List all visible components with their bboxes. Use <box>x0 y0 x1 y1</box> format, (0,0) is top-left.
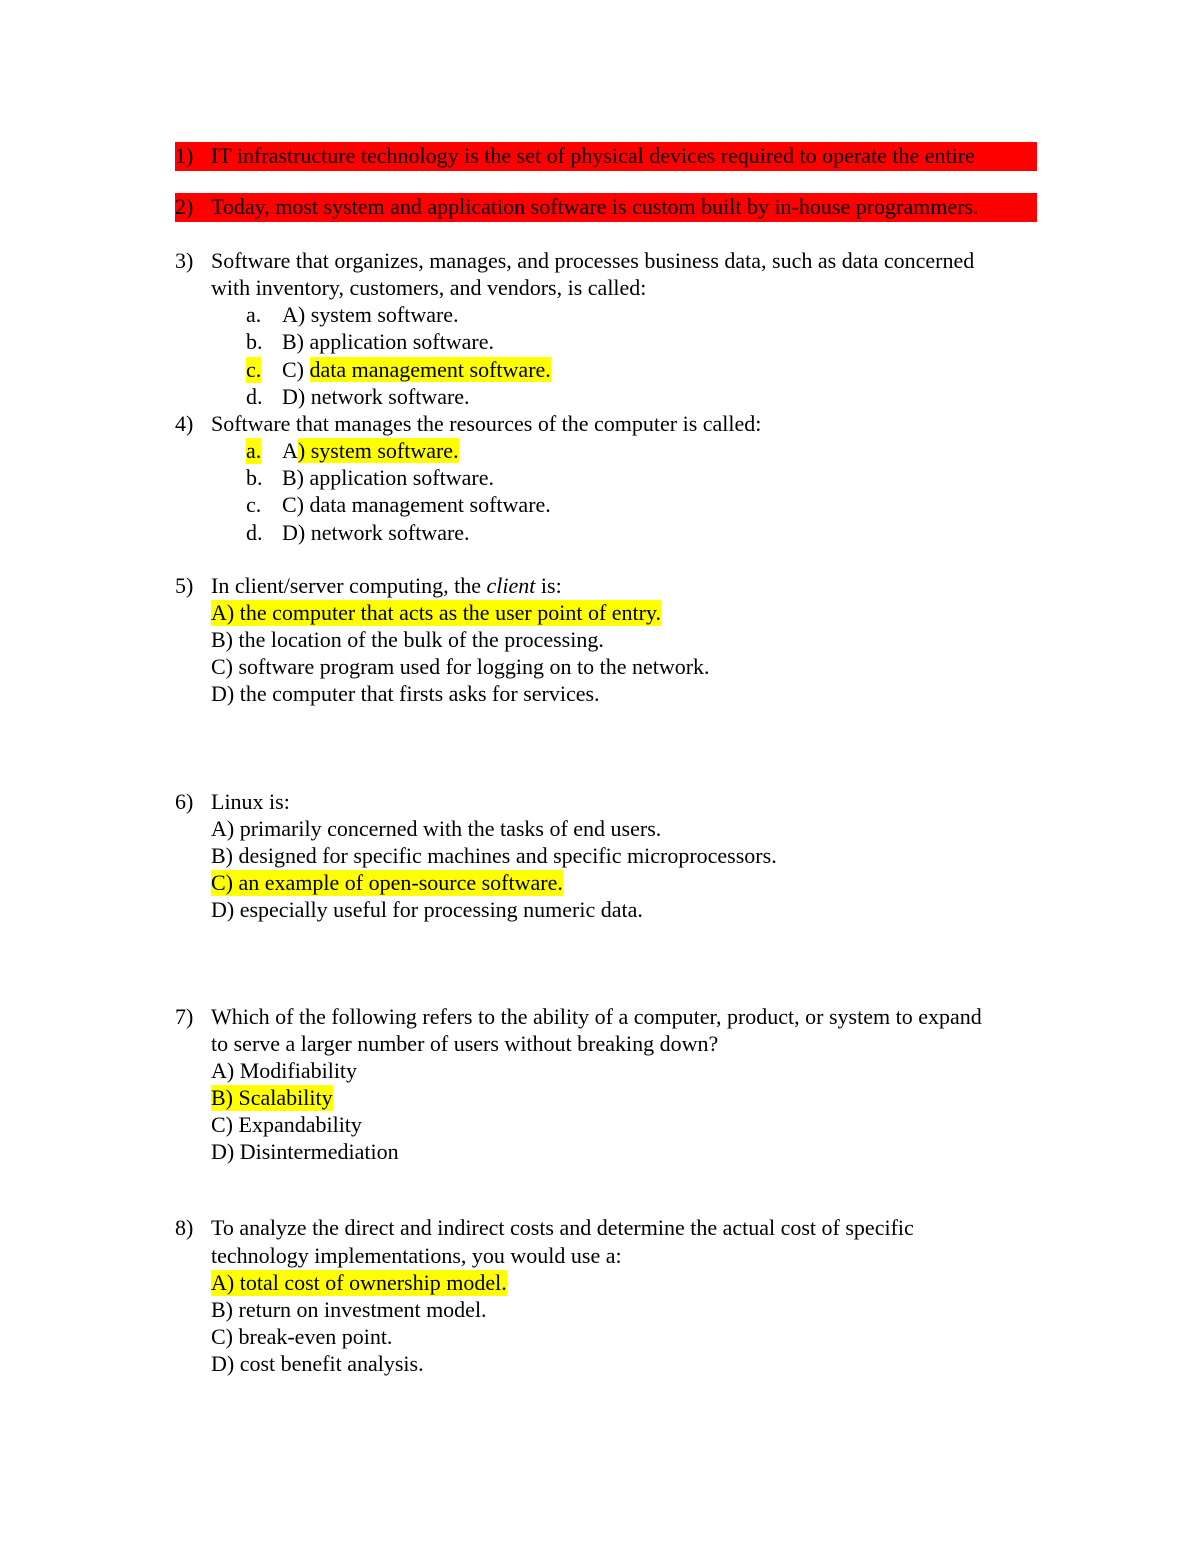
question-number: 2) <box>175 194 194 219</box>
option-text: C) data management software. <box>282 492 551 517</box>
option-letter: b. <box>246 329 263 354</box>
option-letter-highlighted: c. <box>246 357 262 382</box>
question-number: 8) <box>175 1215 194 1240</box>
correct-answer-highlight: B) Scalability <box>211 1085 333 1110</box>
option-letter: b. <box>246 465 263 490</box>
option-text: D) network software. <box>282 520 470 545</box>
question-text: technology implementations, you would use a: <box>211 1243 622 1268</box>
question-text: to serve a larger number of users without breaking down? <box>211 1031 719 1056</box>
question-text-italic: client <box>486 573 536 598</box>
question-text: Today, most system and application software is custom built by in-house programmers. <box>211 194 979 219</box>
option-prefix: C) <box>282 357 310 382</box>
question-text: Software that organizes, manages, and processes business data, such as data concerned <box>211 248 975 273</box>
option-text: B) return on investment model. <box>211 1297 487 1322</box>
option-text: B) application software. <box>282 465 494 490</box>
question-text: Software that manages the resources of the computer is called: <box>211 411 762 436</box>
option-text: A) system software. <box>282 302 459 327</box>
correct-answer-highlight: data management software. <box>309 357 551 382</box>
question-number: 7) <box>175 1004 194 1029</box>
option-text: B) designed for specific machines and specific microprocessors. <box>211 843 777 868</box>
question-text: with inventory, customers, and vendors, is called: <box>211 275 647 300</box>
option-text: D) the computer that firsts asks for services. <box>211 681 600 706</box>
option-text: D) Disintermediation <box>211 1139 399 1164</box>
question-number: 4) <box>175 411 194 436</box>
option-text: C) software program used for logging on to the network. <box>211 654 710 679</box>
option-text: D) cost benefit analysis. <box>211 1351 424 1376</box>
option-text: D) network software. <box>282 384 470 409</box>
option-text: B) the location of the bulk of the processing. <box>211 627 604 652</box>
question-number: 3) <box>175 248 194 273</box>
correct-answer-highlight: A) the computer that acts as the user point of entry. <box>211 600 662 625</box>
correct-answer-highlight: ) system software. <box>297 438 459 463</box>
question-number: 5) <box>175 573 194 598</box>
question-number: 1) <box>175 143 194 168</box>
option-text: A) Modifiability <box>211 1058 358 1083</box>
correct-answer-highlight: C) an example of open-source software. <box>211 870 563 895</box>
option-text <box>282 357 551 383</box>
question-text-part: In client/server computing, the <box>211 573 487 598</box>
question-text-part: is: <box>535 573 562 598</box>
question-text <box>211 573 562 599</box>
option-letter: d. <box>246 384 263 409</box>
option-text <box>282 438 459 464</box>
option-text: C) Expandability <box>211 1112 362 1137</box>
option-letter: a. <box>246 302 262 327</box>
option-text: B) application software. <box>282 329 494 354</box>
correct-answer-highlight: A) total cost of ownership model. <box>211 1270 507 1295</box>
option-letter: c. <box>246 492 262 517</box>
question-number: 6) <box>175 789 194 814</box>
option-letter-highlighted: a. <box>246 438 262 463</box>
option-letter: d. <box>246 520 263 545</box>
option-text: A) primarily concerned with the tasks of end users. <box>211 816 662 841</box>
option-prefix: A <box>282 438 298 463</box>
question-text: IT infrastructure technology is the set of physical devices required to operate the entire <box>211 143 975 168</box>
question-text: Which of the following refers to the ability of a computer, product, or system to expand <box>211 1004 982 1029</box>
option-text: C) break-even point. <box>211 1324 393 1349</box>
question-text: To analyze the direct and indirect costs and determine the actual cost of specific <box>211 1215 914 1240</box>
option-text: D) especially useful for processing numeric data. <box>211 897 643 922</box>
question-text: Linux is: <box>211 789 290 814</box>
